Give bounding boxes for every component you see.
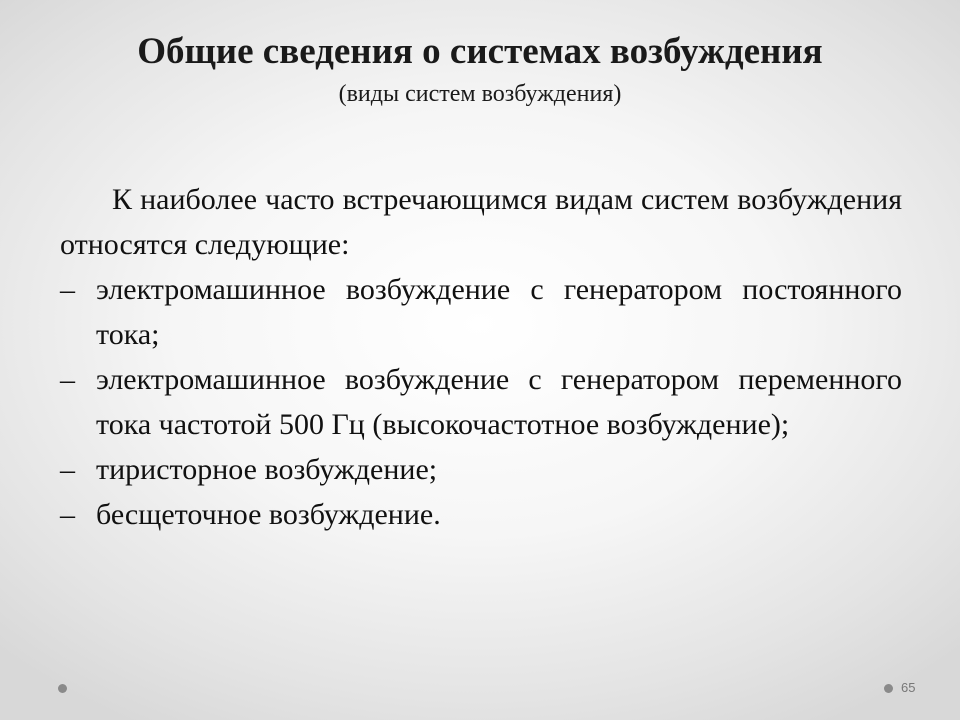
excitation-types-list xyxy=(60,267,902,537)
intro-paragraph: К наиболее часто встречающимся видам систем возбуждения относятся следующие: xyxy=(60,183,902,261)
list-item xyxy=(60,492,902,537)
slide-subtitle: (виды систем возбуждения) xyxy=(338,81,622,107)
page-number: 65 xyxy=(901,680,916,695)
list-item xyxy=(60,267,902,357)
list-dash: – xyxy=(60,273,75,306)
slide-title: Общие сведения о системах возбуждения xyxy=(137,31,823,72)
list-item xyxy=(60,357,902,447)
list-dash: – xyxy=(60,498,75,531)
list-dash: – xyxy=(60,363,75,396)
decorative-dot-right xyxy=(884,684,893,693)
list-item-text: электромашинное возбуждение с генератором переменного тока частотой 500 Гц (высокочастотное возбуждение); xyxy=(96,363,902,441)
list-item xyxy=(60,447,902,492)
slide-body xyxy=(60,177,902,537)
list-item-text: электромашинное возбуждение с генератором постоянного тока; xyxy=(96,273,902,351)
decorative-dot-left xyxy=(58,684,67,693)
list-dash: – xyxy=(60,453,75,486)
list-item-text: тиристорное возбуждение; xyxy=(96,453,438,486)
list-item-text: бесщеточное возбуждение. xyxy=(96,498,441,531)
